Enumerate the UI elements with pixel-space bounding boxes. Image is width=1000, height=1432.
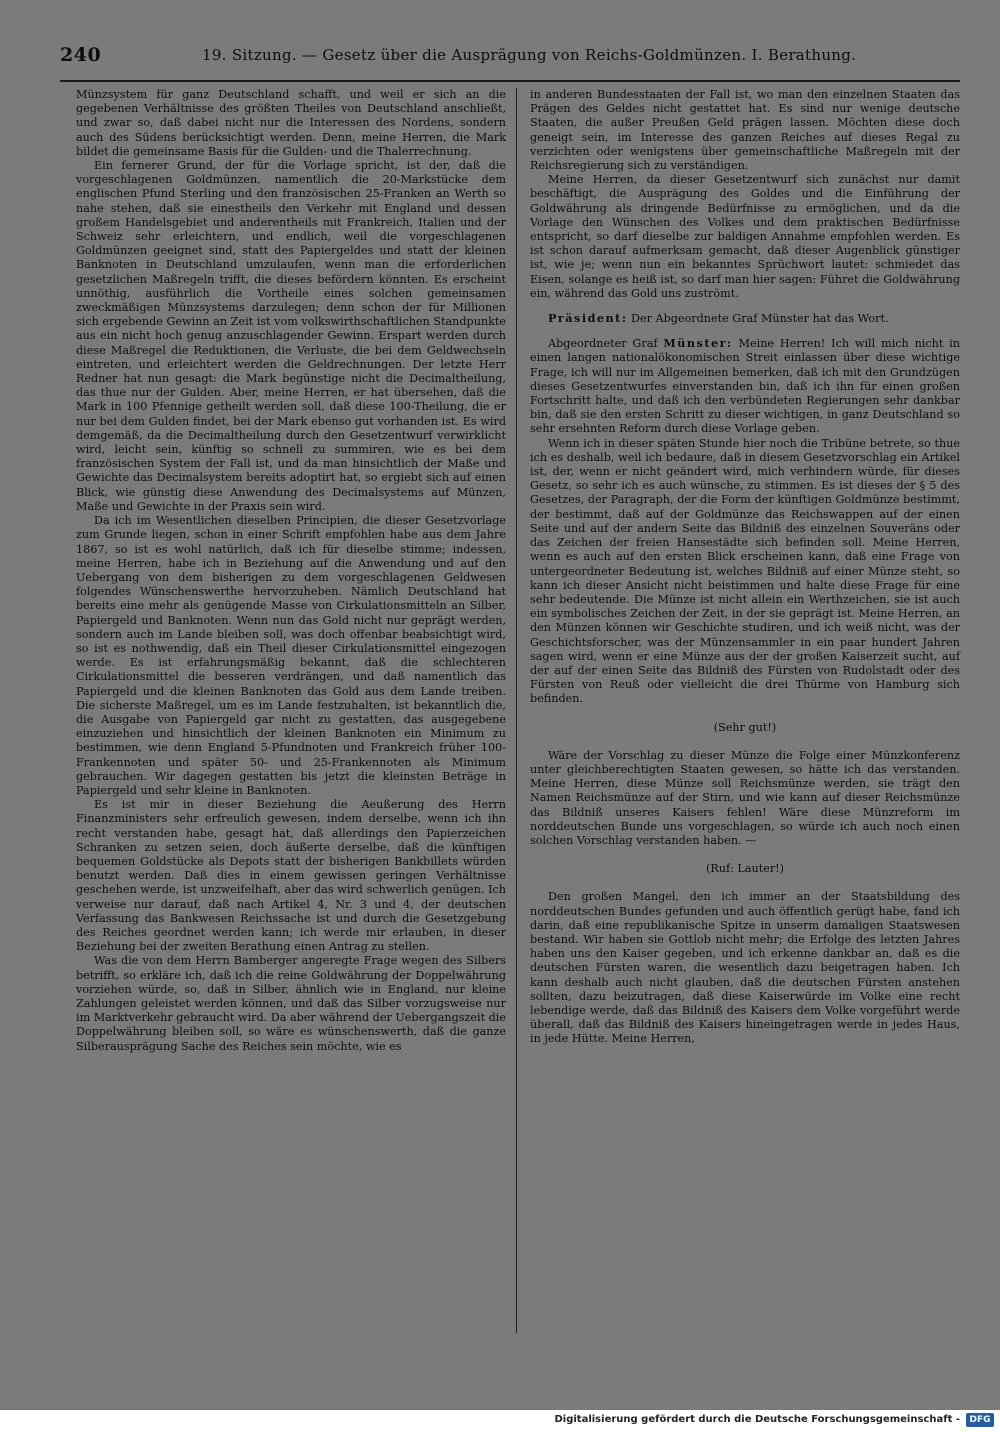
right-column xyxy=(530,88,960,1047)
interjection: (Ruf: Lauter!) xyxy=(705,862,785,876)
funding-note: Digitalisierung gefördert durch die Deutsche Forschungsgemeinschaft - xyxy=(554,1414,960,1425)
statement-text: Meine Herren! Ich will mich nicht in einen langen nationalökonomischen Streit einlassen über diese wichtige Frage, ich will nur im Allgemeinen bemerken, daß ich mit den Grundzügen dieses Gesetzentwurfes einverstanden bin, daß ich ihn für einen großen Fortschritt halte, und daß ich den verbündeten Regierungen sehr dankbar bin, daß sie den ersten Schritt zu dieser wichtigen, in ganz Deutschland so sehr ersehnten Reform durch diese Vorlage geben. xyxy=(530,337,961,436)
paragraph: in anderen Bundesstaaten der Fall ist, wo man den einzelnen Staaten das Prägen des Geldes nicht gestattet hat. Es sind nur wenige deutsche Staaten, die außer Preußen Geld prägen lassen. Möchten diese doch geneigt sein, im Interesse des ganzen Reiches auf dieses Regal zu verzichten oder wenigstens über gemeinschaftliche Maßregeln mit der Reichsregierung sich zu verständigen. xyxy=(530,88,960,173)
president-statement xyxy=(530,311,960,326)
footer-bar xyxy=(0,1410,1000,1432)
statement-text: Der Abgeordnete Graf Münster hat das Wort. xyxy=(631,312,889,326)
paragraph: Den großen Mangel, den ich immer an der Staatsbildung des norddeutschen Bundes gefunden und auch öffentlich gerügt habe, fand ich darin, daß eine republikanische Spitze in unserm damaligen Staatswesen bestand. Wir haben sie Gottlob nicht mehr; die Erfolge des letzten Jahres haben uns den Kaiser gegeben, und ich erkenne dankbar an, daß es die deutschen Fürsten waren, die wesentlich dazu beigetragen haben. Ich kann deshalb auch nicht glauben, daß die deutschen Fürsten anstehen sollten, dazu beizutragen, daß diese Kaiserwürde im Volke eine recht lebendige werde, daß das Bildniß des Kaisers dem Volke vorgeführt werde überall, daß das Bildniß des Kaisers hineingetragen werde in jedes Haus, in jede Hütte. Meine Herren, xyxy=(530,890,960,1046)
header-rule xyxy=(60,80,960,82)
paragraph: Ein fernerer Grund, der für die Vorlage spricht, ist der, daß die vorgeschlagenen Goldmünzen, namentlich die 20-Markstücke dem englischen Pfund Sterling und den französischen 25-Franken an Werth so nahe stehen, daß sie einestheils den Verkehr mit England und dessen großem Handelsgebiet und anderentheils mit Frankreich, Italien und der Schweiz sehr erleichtern, und endlich, weil die vorgeschlagenen Goldmünzen geeignet sind, statt des Papiergeldes und statt der kleinen Banknoten in Deutschland umzulaufen, wenn man die erforderlichen gesetzlichen Maßregeln trifft, die dieses befördern könnten. Es erscheint unnöthig, ausführlich die Vortheile eines solchen gemeinsamen zweckmäßigen Münzsystems darzulegen; denn schon der für Millionen sich ergebende Gewinn an Zeit ist vom volkswirthschaftlichen Standpunkte aus ein nicht hoch genug anzuschlagender Gewinn. Erspart werden durch diese Maßregel die Reduktionen, die Verluste, die bei dem Geldwechseln eintreten, und erleichtert werden die Geldrechnungen. Der letzte Herr Redner hat nun gesagt: die Mark begünstige nicht die Decimaltheilung, das thue nur der Gulden. Aber, meine Herren, er hat übersehen, daß die Mark in 100 Pfennige getheilt werden soll, daß diese 100-Theilung, die er nur bei dem Gulden findet, bei der Mark ebenso gut vorhanden ist. Es wird demgemäß, da die Decimaltheilung durch den Gesetzentwurf verwirklicht wird, leicht sein, künftig so schnell zu summiren, wie es bei dem französischen System der Fall ist, und da man hinsichtlich der Maße und Gewichte das Decimalsystem bereits adoptirt hat, so ergiebt sich auf einen Blick, wie günstig diese Anwendung des Decimalsystems auf Münzen, Maße und Gewichte in der Praxis sein wird. xyxy=(76,159,506,513)
column-divider xyxy=(516,88,517,1333)
paragraph: Münzsystem für ganz Deutschland schafft, und weil er sich an die gegebenen Verhältnisse des größten Theiles von Deutschland anschließt, und zwar so, daß dabei nicht nur die Interessen des Nordens, sondern auch des Südens berücksichtigt werden. Denn, meine Herren, die Mark bildet die gemeinsame Basis für die Gulden- und die Thalerrechnung. xyxy=(76,88,506,158)
paragraph: Da ich im Wesentlichen dieselben Principien, die dieser Gesetzvorlage zum Grunde liegen, schon in einer Schrift empfohlen habe aus dem Jahre 1867, so ist es wohl natürlich, daß ich für dieselbe stimme; indessen, meine Herren, habe ich in Beziehung auf die Anwendung und auf den Uebergang von dem bisherigen zu dem vorgeschlagenen Geldwesen folgendes Wünschenswerthe hervorzuheben. Nämlich Deutschland hat bereits eine mehr als genügende Masse von Cirkulationsmitteln an Silber, Papiergeld und Banknoten. Wenn nun das Gold nicht nur geprägt werden, sondern auch im Lande bleiben soll, was doch offenbar beabsichtigt wird, so ist es nothwendig, daß ein Theil dieser Cirkulationsmittel eingezogen werde. Es ist erfahrungsmäßig bekannt, daß die schlechteren Cirkulationsmittel die besseren verdrängen, und daß namentlich das Papiergeld und die kleinen Banknoten das Gold aus dem Lande treiben. Die sicherste Maßregel, um es im Lande festzuhalten, ist bekanntlich die, die Ausgabe von Papiergeld gar nicht zu gestatten, das ausgegebene einzuziehen und hinsichtlich der kleinen Banknoten ein Minimum zu bestimmen, wie denn England 5-Pfundnoten und Frankreich früher 100-Frankennoten und später 50- und 25-Frankennoten als Minimum gebrauchen. Wir dagegen gestatten bis jetzt die kleinsten Beträge in Papiergeld und sehr kleine in Banknoten. xyxy=(76,514,506,797)
paragraph: Was die von dem Herrn Bamberger angeregte Frage wegen des Silbers betrifft, so erkläre ich, daß ich die reine Goldwährung der Doppelwährung vorziehen würde, so, daß in Silber, ähnlich wie in England, nur kleine Zahlungen geleistet werden können, und daß das Silber vorzugsweise nur im Marktverkehr gebraucht wird. Da aber während der Uebergangszeit die Doppelwährung bleiben soll, so wäre es wünschenswerth, daß die ganze Silberausprägung Sache des Reiches sein möchte, wie es xyxy=(76,954,506,1053)
speaker-label: Präsident: xyxy=(548,311,628,326)
paragraph: Wenn ich in dieser späten Stunde hier noch die Tribüne betrete, so thue ich es deshalb, weil ich bedaure, daß in diesem Gesetzvorschlag ein Artikel ist, der, wenn er nicht geändert wird, mich verhindern würde, für dieses Gesetz, so sehr ich es auch wünsche, zu stimmen. Es ist dieses der § 5 des Gesetzes, der Paragraph, der die Form der künftigen Goldmünze bestimmt, der bestimmt, daß auf der Goldmünze das Reichswappen auf der einen Seite und auf der andern Seite das Bildniß des einzelnen Souveräns oder das Zeichen der freien Hansestädte sich befinden soll. Meine Herren, wenn es auch auf den ersten Blick erscheinen kann, daß eine Frage von untergeordneter Bedeutung ist, welches Bildniß auf einer Münze steht, so kann ich dieser Ansicht nicht beistimmen und halte diese Frage für eine sehr bedeutende. Die Münze ist nicht allein ein Werthzeichen, sie ist auch ein symbolisches Zeichen der Zeit, in der sie geprägt ist. Meine Herren, an den Münzen können wir Geschichte studiren, und ich weiß nicht, was der Geschichtsforscher, was der Münzensammler in ein paar hundert Jahren sagen wird, wenn er eine Münze aus der der großen Kaiserzeit sucht, auf der auf der einen Seite das Bildniß des Fürsten von Rudolstadt oder des Fürsten von Reuß oder vielleicht die drei Thürme von Hamburg sich befinden. xyxy=(530,436,960,706)
page-header xyxy=(60,42,960,72)
left-column xyxy=(76,88,506,1054)
interjection: (Sehr gut!) xyxy=(713,720,777,734)
paragraph: Es ist mir in dieser Beziehung die Aeußerung des Herrn Finanzministers sehr erfreulich gewesen, indem derselbe, wenn ich ihn recht verstanden habe, gesagt hat, daß allerdings den Papierzeichen Schranken zu setzen seien, doch äußerte derselbe, daß die künftigen bequemen Goldstücke als Depots statt der bisherigen Bankbillets würden benutzt werden. Daß dies in einem gewissen geringen Verhältnisse geschehen werde, ist unzweifelhaft, aber das wird schwerlich genügen. Ich verweise nur darauf, daß nach Artikel 4, Nr. 3 und 4, der deutschen Verfassung das Bankwesen Reichssache ist und durch die Gesetzgebung des Reiches geordnet werden kann; ich werde mir erlauben, in dieser Beziehung bei der zweiten Berathung einen Antrag zu stellen. xyxy=(76,798,506,954)
munster-speech-start xyxy=(530,336,960,436)
running-title: 19. Sitzung. — Gesetz über die Ausprägung von Reichs-Goldmünzen. I. Berathung. xyxy=(202,46,857,64)
paragraph: Wäre der Vorschlag zu dieser Münze die Folge einer Münzkonferenz unter gleichberechtigten Staaten gewesen, so hätte ich das verstanden. Meine Herren, diese Münze soll Reichsmünze werden, sie trägt den Namen Reichsmünze auf der Stirn, und wie kann auf dieser Reichsmünze das Bildniß unseres Kaisers fehlen! Wäre diese Münzreform im norddeutschen Bunde uns vorgeschlagen, so würde ich auch noch einen solchen Vorschlag verstanden haben. — xyxy=(530,748,960,847)
dfg-logo-icon: DFG xyxy=(966,1413,994,1427)
speaker-intro: Abgeordneter Graf xyxy=(548,337,658,351)
speaker-name: Münster: xyxy=(663,336,733,351)
page-number: 240 xyxy=(60,44,102,66)
paragraph: Meine Herren, da dieser Gesetzentwurf sich zunächst nur damit beschäftigt, die Ausprägung des Goldes und die Einführung der Goldwährung als dringende Bedürfnisse zu ermöglichen, und da die Vorlage den Wünschen des Volkes und dem praktischen Bedürfnisse entspricht, so darf dieselbe zur baldigen Annahme empfohlen werden. Es ist schon darauf aufmerksam gemacht, daß dieser Augenblick günstiger ist, wie je; wenn nun ein bekanntes Sprüchwort lautet: schmiedet das Eisen, solange es heiß ist, so darf man hier sagen: Führet die Goldwährung ein, während das Gold uns zuströmt. xyxy=(530,173,960,300)
